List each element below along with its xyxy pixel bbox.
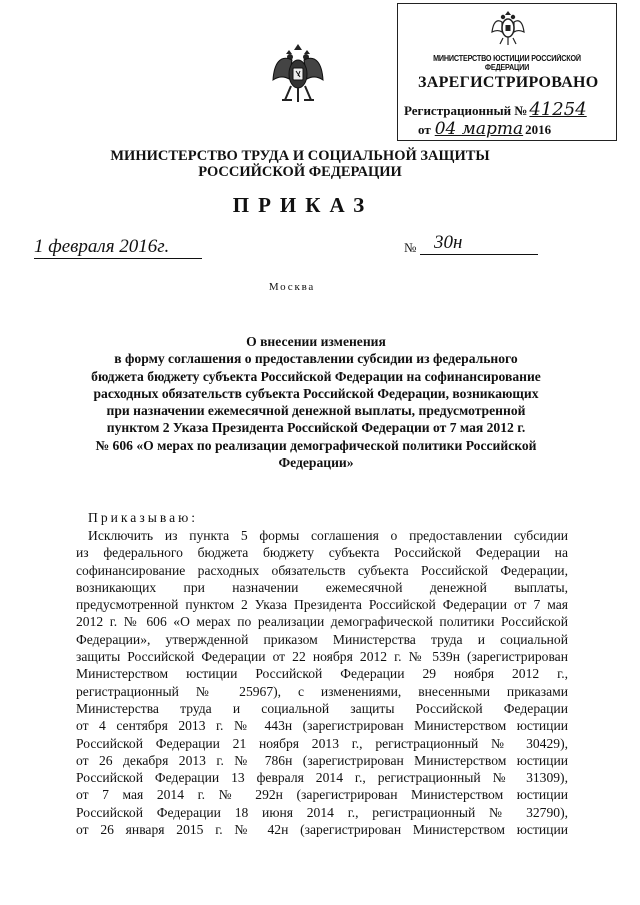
stamp-registration-number <box>404 99 587 120</box>
ministry-line-1: МИНИСТЕРСТВО ТРУДА И СОЦИАЛЬНОЙ ЗАЩИТЫ <box>110 148 490 164</box>
body-line: Исключить из пункта 5 формы соглашения о предоставлении субсидии <box>88 528 568 543</box>
body-line: Федерации», утвержденной приказом Министерства труда и социальной <box>76 631 568 647</box>
heading-line: бюджета бюджету субъекта Российской Федерации на софинансирование <box>91 368 541 384</box>
coat-of-arms-icon <box>490 8 526 48</box>
ministry-name <box>110 148 490 180</box>
stamp-date-value: 04 марта <box>434 119 524 139</box>
body-line: Российской Федерации 21 ноября 2013 г., регистрационный № 30429), <box>76 735 568 751</box>
heading-line: О внесении изменения <box>246 334 386 349</box>
order-body <box>76 527 568 838</box>
number-label: № <box>404 240 417 255</box>
city: Москва <box>268 281 316 293</box>
body-line: софинансирование расходных обязательств субъекта Российской Федерации, <box>76 562 568 578</box>
order-number <box>420 232 538 255</box>
stamp-date-year: 2016 <box>525 122 552 137</box>
body-line: от 4 сентября 2013 г. № 443н (зарегистрирован Министерством юстиции <box>76 718 568 734</box>
body-line: возникающих при назначении ежемесячной денежной выплаты, <box>76 579 568 595</box>
stamp-ministry-name: МИНИСТЕРСТВО ЮСТИЦИИ РОССИЙСКОЙ ФЕДЕРАЦИИ <box>433 54 581 72</box>
body-line: из федерального бюджета бюджету субъекта Российской Федерации на <box>76 545 568 561</box>
body-line: регистрационный № 25967), с изменениями, внесенными приказами <box>76 683 568 699</box>
heading-line: при назначении ежемесячной денежной выплаты, предусмотренной <box>106 403 526 419</box>
body-line: 2012 г. № 606 «О мерах по реализации демографической политики Российской <box>76 614 568 630</box>
stamp-date-prefix: от <box>418 122 431 137</box>
registration-stamp <box>397 3 617 141</box>
body-line: Министерством юстиции Российской Федерации 29 ноября 2012 г., <box>76 666 568 682</box>
coat-of-arms-icon <box>270 42 326 106</box>
ministry-line-2: РОССИЙСКОЙ ФЕДЕРАЦИИ <box>198 164 402 180</box>
heading-line: в форму соглашения о предоставлении субсидии из федерального <box>114 351 518 367</box>
heading-line: расходных обязательств субъекта Российской Федерации, возникающих <box>93 385 539 401</box>
order-number-value: 30н <box>434 232 463 253</box>
body-line: от 7 мая 2014 г. № 292н (зарегистрирован Министерством юстиции <box>76 787 568 803</box>
stamp-registered-label: ЗАРЕГИСТРИРОВАНО <box>418 74 599 91</box>
heading-line: № 606 «О мерах по реализации демографической политики Российской <box>95 437 537 453</box>
body-line: Министерства труда и социальной защиты Российской Федерации <box>76 700 568 716</box>
order-title: ПРИКАЗ <box>232 193 374 217</box>
stamp-regnum-label: Регистрационный № <box>404 103 528 118</box>
order-heading <box>66 333 566 471</box>
heading-line: пунктом 2 Указа Президента Российской Федерации от 7 мая 2012 г. <box>106 420 526 436</box>
body-line: предусмотренной пунктом 2 Указа Президента Российской Федерации от 7 мая <box>76 597 568 613</box>
handwritten-date: 1 февраля 2016г. <box>34 236 202 259</box>
order-word: Приказываю: <box>88 510 199 525</box>
body-line: Российской Федерации 18 июня 2014 г., регистрационный № 32790), <box>76 804 568 820</box>
body-line: от 26 января 2015 г. № 42н (зарегистрирован Министерством юстиции <box>76 822 568 838</box>
stamp-regnum-value: 41254 <box>529 99 587 120</box>
stamp-registration-date <box>418 119 551 139</box>
body-line: Российской Федерации 13 февраля 2014 г., регистрационный № 31309), <box>76 770 568 786</box>
body-line: защиты Российской Федерации от 22 ноября 2012 г. № 539н (зарегистрирован <box>76 649 568 665</box>
heading-line: Федерации» <box>278 455 354 471</box>
body-line: от 26 декабря 2013 г. № 786н (зарегистрирован Министерством юстиции <box>76 752 568 768</box>
